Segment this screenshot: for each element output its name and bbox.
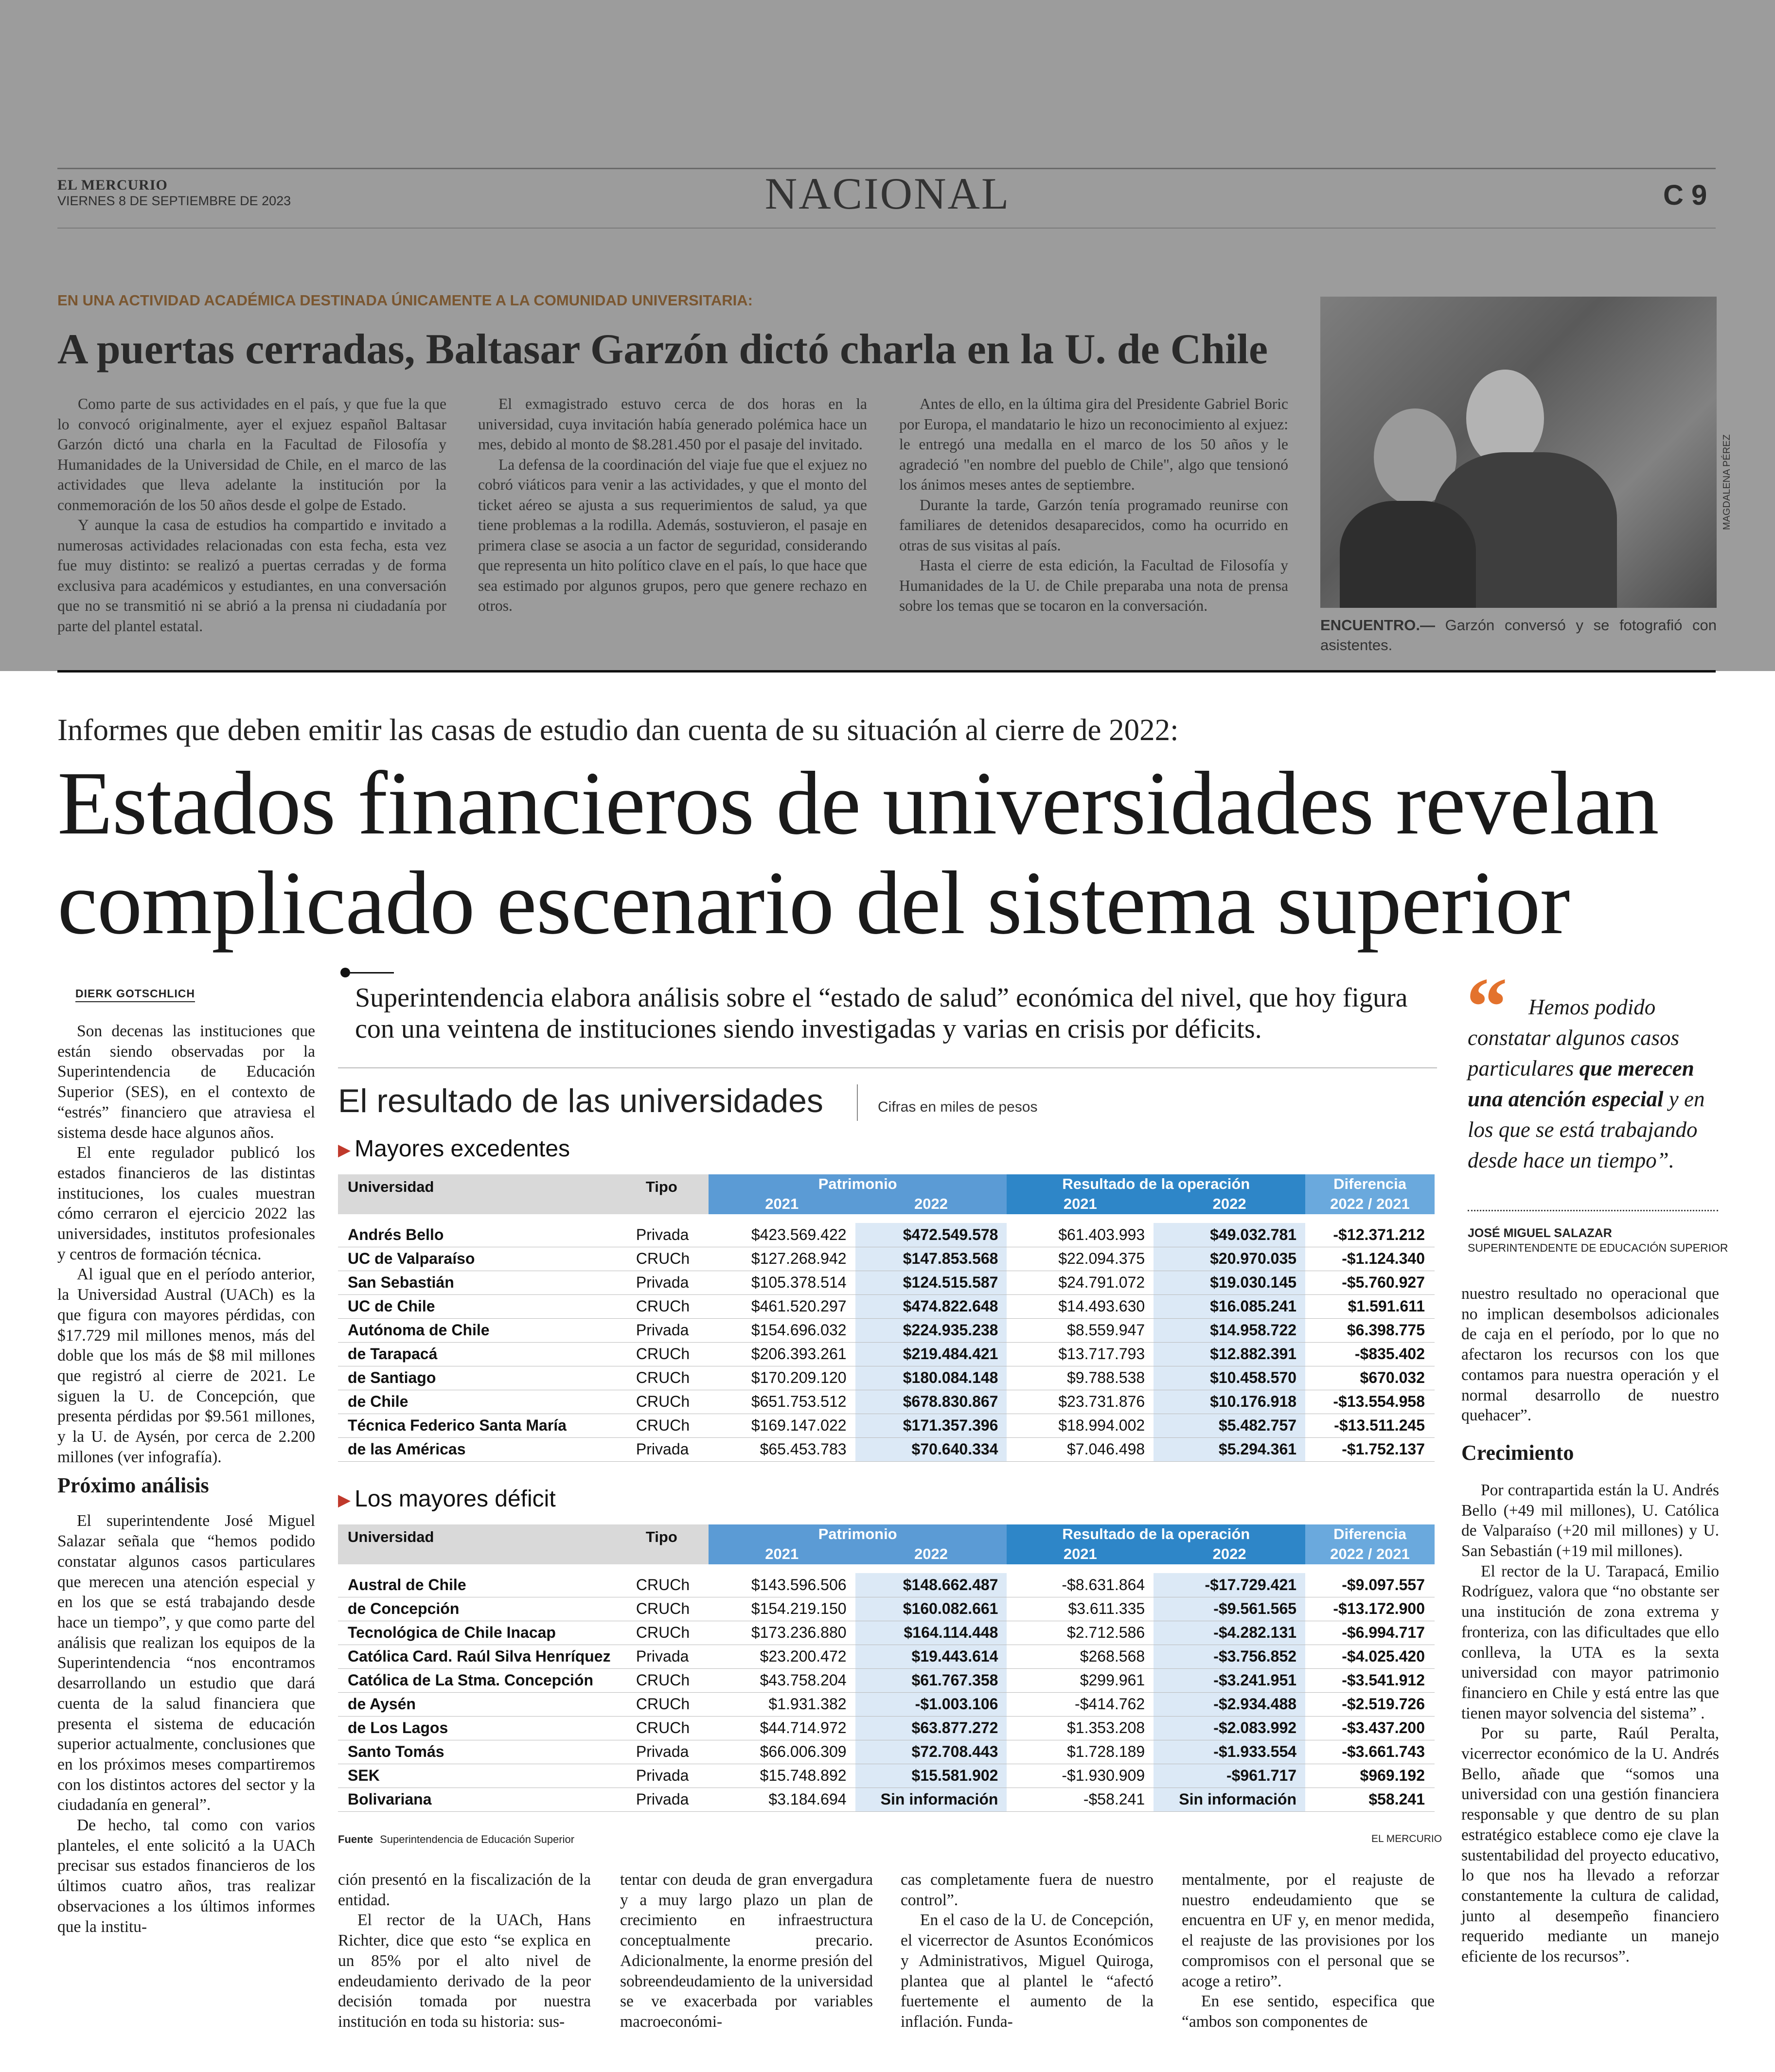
cell-resultado-2022: -$961.717 bbox=[1154, 1764, 1305, 1788]
headline-line: complicado escenario del sistema superior bbox=[57, 853, 1570, 953]
col-header-year: 2021 bbox=[1007, 1194, 1154, 1214]
event-photo bbox=[1320, 297, 1717, 608]
paragraph: En ese sentido, especifica que “ambos son componentes de bbox=[1182, 1992, 1435, 2031]
source-text: Superintendencia de Educación Superior bbox=[380, 1833, 575, 1845]
section-excedentes bbox=[338, 1135, 570, 1162]
bottom-column-1 bbox=[338, 1870, 591, 2032]
cell-resultado-2021: $8.559.947 bbox=[1007, 1318, 1154, 1342]
col-header-diferencia: Diferencia bbox=[1305, 1174, 1435, 1194]
cell-resultado-2021: $13.717.793 bbox=[1007, 1342, 1154, 1366]
cell-resultado-2021: $2.712.586 bbox=[1007, 1621, 1154, 1645]
cell-patrimonio-2022: $171.357.396 bbox=[855, 1414, 1007, 1437]
col-header-diferencia: Diferencia bbox=[1305, 1524, 1435, 1544]
paragraph: Son decenas las instituciones que están siendo observadas por la Superintendencia de Educación Superior (SES), en el contexto de “estrés” financiero que atraviesa el sistema desde hace algunos años. bbox=[57, 1022, 315, 1142]
cell-resultado-2022: $5.482.757 bbox=[1154, 1414, 1305, 1437]
subhead: Próximo análisis bbox=[57, 1473, 209, 1498]
cell-patrimonio-2022: $72.708.443 bbox=[855, 1740, 1007, 1764]
table-row bbox=[338, 1573, 1435, 1597]
triangle-right-icon: ▶ bbox=[338, 1491, 351, 1510]
table-row bbox=[338, 1621, 1435, 1645]
paragraph: Por contrapartida están la U. Andrés Bello (+49 mil millones), U. Católica de Valparaíso (+20 mil millones) y U. San Sebastián (+19 mil millones). bbox=[1461, 1481, 1719, 1560]
cell-patrimonio-2022: $19.443.614 bbox=[855, 1645, 1007, 1668]
cell-tipo: CRUCh bbox=[621, 1668, 709, 1692]
cell-patrimonio-2022: Sin información bbox=[855, 1788, 1007, 1811]
cell-patrimonio-2022: $70.640.334 bbox=[855, 1437, 1007, 1461]
infographic-units: Cifras en miles de pesos bbox=[878, 1099, 1038, 1115]
cell-diferencia: -$1.124.340 bbox=[1305, 1247, 1435, 1271]
graphic-credit: EL MERCURIO bbox=[1371, 1833, 1442, 1844]
cell-tipo: CRUCh bbox=[621, 1716, 709, 1740]
bottom-column-3 bbox=[901, 1870, 1154, 2032]
cell-resultado-2022: $14.958.722 bbox=[1154, 1318, 1305, 1342]
pull-quote bbox=[1468, 992, 1721, 1176]
cell-patrimonio-2021: $3.184.694 bbox=[709, 1788, 855, 1811]
bullet-dot bbox=[340, 968, 350, 977]
quote-text: Hemos podido constatar algunos casos particulares bbox=[1468, 995, 1680, 1080]
left-column bbox=[57, 1021, 315, 1937]
col-header-year: 2022 bbox=[1154, 1544, 1305, 1564]
cell-resultado-2022: -$1.933.554 bbox=[1154, 1740, 1305, 1764]
author-byline: DIERK GOTSCHLICH bbox=[75, 987, 195, 1002]
cell-tipo: CRUCh bbox=[621, 1597, 709, 1621]
cell-universidad: Austral de Chile bbox=[338, 1573, 621, 1597]
col-header-universidad: Universidad bbox=[338, 1174, 621, 1214]
cell-patrimonio-2021: $154.696.032 bbox=[709, 1318, 855, 1342]
cell-diferencia: -$835.402 bbox=[1305, 1342, 1435, 1366]
cell-tipo: Privada bbox=[621, 1271, 709, 1294]
cell-resultado-2022: -$4.282.131 bbox=[1154, 1621, 1305, 1645]
col-header-year: 2021 bbox=[709, 1544, 855, 1564]
paragraph: ción presentó en la fiscalización de la entidad. bbox=[338, 1871, 591, 1909]
cell-resultado-2021: $1.353.208 bbox=[1007, 1716, 1154, 1740]
cell-universidad: San Sebastián bbox=[338, 1271, 621, 1294]
col-header-years: 2022 / 2021 bbox=[1305, 1194, 1435, 1214]
paragraph: El ente regulador publicó los estados financieros de las distintas instituciones, los cuales muestran cómo cerraron el ejercicio 2022 las universidades, institutos profesionales y centros de formación técnica. bbox=[57, 1144, 315, 1263]
cell-universidad: UC de Valparaíso bbox=[338, 1247, 621, 1271]
cell-universidad: Católica de La Stma. Concepción bbox=[338, 1668, 621, 1692]
cell-tipo: CRUCh bbox=[621, 1390, 709, 1414]
col-header-patrimonio: Patrimonio bbox=[709, 1174, 1007, 1194]
cell-patrimonio-2022: $180.084.148 bbox=[855, 1366, 1007, 1390]
cell-resultado-2022: $12.882.391 bbox=[1154, 1342, 1305, 1366]
quote-emphasis: que merecen una atención especial bbox=[1468, 1056, 1694, 1111]
cell-patrimonio-2021: $170.209.120 bbox=[709, 1366, 855, 1390]
cell-tipo: Privada bbox=[621, 1437, 709, 1461]
cell-diferencia: -$3.437.200 bbox=[1305, 1716, 1435, 1740]
cell-resultado-2022: $49.032.781 bbox=[1154, 1223, 1305, 1247]
paragraph: Antes de ello, en la última gira del Presidente Gabriel Boric por Europa, el mandatario le hizo un reconocimiento al exjuez: le entregó una medalla en el marco de los 50 años y le agradeció "en nombre del pueblo de Chile", algo que tensionó los ánimos meses antes de septiembre. bbox=[899, 395, 1288, 493]
cell-patrimonio-2021: $1.931.382 bbox=[709, 1692, 855, 1716]
cell-tipo: CRUCh bbox=[621, 1692, 709, 1716]
cell-universidad: Autónoma de Chile bbox=[338, 1318, 621, 1342]
cell-universidad: Tecnológica de Chile Inacap bbox=[338, 1621, 621, 1645]
cell-diferencia: -$12.371.212 bbox=[1305, 1223, 1435, 1247]
cell-resultado-2021: $1.728.189 bbox=[1007, 1740, 1154, 1764]
cell-resultado-2022: -$9.561.565 bbox=[1154, 1597, 1305, 1621]
cell-resultado-2021: $61.403.993 bbox=[1007, 1223, 1154, 1247]
paragraph: tentar con deuda de gran envergadura y a muy largo plazo un plan de crecimiento en infraestructura conceptualmente precario. Adicionalmente, la enorme presión del sobreendeudamiento de la universidad se ve exacerbada por variables macroeconómi- bbox=[620, 1871, 873, 2031]
triangle-right-icon: ▶ bbox=[338, 1141, 351, 1160]
cell-tipo: CRUCh bbox=[621, 1247, 709, 1271]
cell-universidad: Católica Card. Raúl Silva Henríquez bbox=[338, 1645, 621, 1668]
story1-column-1 bbox=[57, 394, 446, 636]
cell-diferencia: -$1.752.137 bbox=[1305, 1437, 1435, 1461]
cell-universidad: de Chile bbox=[338, 1390, 621, 1414]
table-row bbox=[338, 1740, 1435, 1764]
cell-tipo: CRUCh bbox=[621, 1342, 709, 1366]
deck-rule bbox=[338, 1067, 1437, 1068]
paragraph: De hecho, tal como con varios planteles, el ente solicitó a la UACh precisar sus estados financieros de los últimos cuatro años, tras realizar observaciones a los últimos informes que la institu- bbox=[57, 1816, 315, 1936]
title-divider bbox=[857, 1084, 858, 1121]
cell-resultado-2021: $23.731.876 bbox=[1007, 1390, 1154, 1414]
cell-tipo: Privada bbox=[621, 1764, 709, 1788]
cell-diferencia: -$3.661.743 bbox=[1305, 1740, 1435, 1764]
paragraph: Y aunque la casa de estudios ha compartido e invitado a numerosas actividades relacionadas con esta fecha, esta vez fue muy distinto: se realizó a puertas cerradas y de forma exclusiva para académicos y estudiantes, en una conversación que no se transmitió ni se abrió a la prensa ni ciudadanía por parte del plantel estatal. bbox=[57, 516, 446, 635]
cell-resultado-2021: $268.568 bbox=[1007, 1645, 1154, 1668]
section-deficit bbox=[338, 1486, 556, 1512]
table-row bbox=[338, 1668, 1435, 1692]
cell-universidad: de Tarapacá bbox=[338, 1342, 621, 1366]
paragraph: El exmagistrado estuvo cerca de dos horas en la universidad, cuya invitación había generado polémica hace un mes, debido al monto de $8.281.450 por el pasaje del invitado. bbox=[478, 395, 867, 453]
table-row bbox=[338, 1271, 1435, 1294]
paragraph: nuestro resultado no operacional que no implican desembolsos adicionales de caja en el período, por lo que no afectaron los recursos con los que contamos para nuestra operación y el normal desarrollo de nuestro quehacer”. bbox=[1461, 1285, 1719, 1425]
section-title: Mayores excedentes bbox=[355, 1136, 570, 1162]
cell-patrimonio-2021: $65.453.783 bbox=[709, 1437, 855, 1461]
section-name: NACIONAL bbox=[764, 169, 1011, 218]
cell-patrimonio-2022: -$1.003.106 bbox=[855, 1692, 1007, 1716]
cell-resultado-2021: $3.611.335 bbox=[1007, 1597, 1154, 1621]
col-header-year: 2022 bbox=[855, 1544, 1007, 1564]
bullet-line bbox=[350, 972, 394, 974]
table-row bbox=[338, 1597, 1435, 1621]
cell-universidad: de Santiago bbox=[338, 1366, 621, 1390]
cell-universidad: de Los Lagos bbox=[338, 1716, 621, 1740]
cell-diferencia: $969.192 bbox=[1305, 1764, 1435, 1788]
cell-diferencia: -$13.554.958 bbox=[1305, 1390, 1435, 1414]
photo-credit: MAGDALENA PÉREZ bbox=[1722, 434, 1732, 530]
cell-resultado-2022: $10.458.570 bbox=[1154, 1366, 1305, 1390]
cell-patrimonio-2022: $678.830.867 bbox=[855, 1390, 1007, 1414]
cell-resultado-2021: $7.046.498 bbox=[1007, 1437, 1154, 1461]
page-number: C 9 bbox=[1663, 179, 1707, 211]
cell-resultado-2021: -$8.631.864 bbox=[1007, 1573, 1154, 1597]
table-spacer bbox=[338, 1564, 1435, 1573]
story2-kicker: Informes que deben emitir las casas de estudio dan cuenta de su situación al cierre de 2022: bbox=[57, 713, 1179, 747]
table-row bbox=[338, 1437, 1435, 1461]
cell-resultado-2022: -$3.241.951 bbox=[1154, 1668, 1305, 1692]
story2-deck: Superintendencia elabora análisis sobre el “estado de salud” económica del nivel, que hoy figura con una veintena de instituciones siendo investigadas y varias en crisis por déficits. bbox=[355, 983, 1408, 1044]
cell-tipo: CRUCh bbox=[621, 1414, 709, 1437]
masthead-left bbox=[57, 177, 291, 209]
cell-universidad: Bolivariana bbox=[338, 1788, 621, 1811]
cell-diferencia: $670.032 bbox=[1305, 1366, 1435, 1390]
photo-caption bbox=[1320, 615, 1717, 655]
cell-diferencia: -$6.994.717 bbox=[1305, 1621, 1435, 1645]
table-row bbox=[338, 1788, 1435, 1811]
section-title: Los mayores déficit bbox=[355, 1486, 556, 1512]
section-separator bbox=[57, 670, 1716, 673]
cell-resultado-2022: $19.030.145 bbox=[1154, 1271, 1305, 1294]
cell-resultado-2022: -$17.729.421 bbox=[1154, 1573, 1305, 1597]
cell-tipo: Privada bbox=[621, 1740, 709, 1764]
cell-resultado-2022: Sin información bbox=[1154, 1788, 1305, 1811]
paragraph: El rector de la UACh, Hans Richter, dice que esto “se explica en un 85% por el alto nivel de endeudamiento derivado de la peor decisión tomada por nuestra institución en toda su historia: sus- bbox=[338, 1911, 591, 2031]
cell-tipo: CRUCh bbox=[621, 1294, 709, 1318]
cell-universidad: Santo Tomás bbox=[338, 1740, 621, 1764]
table-row bbox=[338, 1414, 1435, 1437]
table-row bbox=[338, 1223, 1435, 1247]
paragraph: El rector de la U. Tarapacá, Emilio Rodríguez, valora que “no obstante ser una institución de zona extrema y fronteriza, con las dificultades que ello conlleva, la UTA es la sexta universidad con mayor patrimonio financiero en Chile y está entre las que tienen mayor solvencia del sistema” . bbox=[1461, 1562, 1719, 1722]
paragraph: Hasta el cierre de esta edición, la Facultad de Filosofía y Humanidades de la U. de Chile preparaba una nota de prensa sobre los temas que se tocaron en la conversación. bbox=[899, 557, 1288, 614]
table-row bbox=[338, 1247, 1435, 1271]
table-row bbox=[338, 1318, 1435, 1342]
cell-resultado-2021: $9.788.538 bbox=[1007, 1366, 1154, 1390]
headline-line: Estados financieros de universidades revelan bbox=[57, 753, 1659, 853]
table-row bbox=[338, 1342, 1435, 1366]
source-line bbox=[338, 1833, 574, 1846]
cell-patrimonio-2022: $219.484.421 bbox=[855, 1342, 1007, 1366]
subhead: Crecimiento bbox=[1461, 1440, 1574, 1465]
cell-resultado-2021: -$58.241 bbox=[1007, 1788, 1154, 1811]
cell-universidad: Andrés Bello bbox=[338, 1223, 621, 1247]
col-header-year: 2022 bbox=[855, 1194, 1007, 1214]
cell-patrimonio-2021: $23.200.472 bbox=[709, 1645, 855, 1668]
cell-patrimonio-2021: $44.714.972 bbox=[709, 1716, 855, 1740]
paragraph: La defensa de la coordinación del viaje fue que el exjuez no cobró viáticos para venir a las actividades, y que el monto del ticket aéreo se ajusta a sus requerimientos de salud, ya que tiene problemas a la rodilla. Además, sostuvieron, el pasaje en primera clase se asocia a un factor de seguridad, considerando que representa un hito político clave en el país, lo que hace que sea estimado por algunos grupos, pero que genere rechazo en otros. bbox=[478, 456, 867, 614]
cell-patrimonio-2021: $66.006.309 bbox=[709, 1740, 855, 1764]
cell-resultado-2022: $20.970.035 bbox=[1154, 1247, 1305, 1271]
cell-diferencia: -$13.172.900 bbox=[1305, 1597, 1435, 1621]
infographic-title: El resultado de las universidades bbox=[338, 1082, 823, 1119]
cell-resultado-2021: $14.493.630 bbox=[1007, 1294, 1154, 1318]
paragraph: En el caso de la U. de Concepción, el vicerrector de Asuntos Económicos y Administrativos, Miguel Quiroga, plantea que al plantel le “afectó fuertemente el aumento de la inflación. Funda- bbox=[901, 1911, 1154, 2031]
cell-patrimonio-2022: $61.767.358 bbox=[855, 1668, 1007, 1692]
cell-resultado-2021: $24.791.072 bbox=[1007, 1271, 1154, 1294]
cell-universidad: de las Américas bbox=[338, 1437, 621, 1461]
cell-patrimonio-2022: $472.549.578 bbox=[855, 1223, 1007, 1247]
paper-name: EL MERCURIO bbox=[57, 177, 168, 193]
story2-headline bbox=[57, 754, 1658, 953]
cell-diferencia: $6.398.775 bbox=[1305, 1318, 1435, 1342]
col-header-tipo: Tipo bbox=[621, 1524, 709, 1564]
cell-tipo: Privada bbox=[621, 1318, 709, 1342]
cell-patrimonio-2021: $154.219.150 bbox=[709, 1597, 855, 1621]
story1-headline: A puertas cerradas, Baltasar Garzón dictó charla en la U. de Chile bbox=[57, 326, 1268, 373]
paragraph: mentalmente, por el reajuste de nuestro endeudamiento que se encuentra en UF y, en menor medida, el reajuste de las provisiones por los compromisos con el personal que se acoge a retiro”. bbox=[1182, 1871, 1435, 1990]
cell-resultado-2021: $18.994.002 bbox=[1007, 1414, 1154, 1437]
cell-patrimonio-2021: $15.748.892 bbox=[709, 1764, 855, 1788]
cell-tipo: Privada bbox=[621, 1788, 709, 1811]
table-row bbox=[338, 1294, 1435, 1318]
col-header-resultado: Resultado de la operación bbox=[1007, 1174, 1305, 1194]
cell-tipo: Privada bbox=[621, 1645, 709, 1668]
cell-diferencia: -$3.541.912 bbox=[1305, 1668, 1435, 1692]
col-header-resultado: Resultado de la operación bbox=[1007, 1524, 1305, 1544]
col-header-year: 2021 bbox=[709, 1194, 855, 1214]
table-row bbox=[338, 1692, 1435, 1716]
cell-patrimonio-2021: $173.236.880 bbox=[709, 1621, 855, 1645]
cell-patrimonio-2021: $206.393.261 bbox=[709, 1342, 855, 1366]
quote-text: y en los que se está trabajando desde hace un tiempo”. bbox=[1468, 1087, 1705, 1172]
caption-lead: ENCUENTRO.— bbox=[1320, 617, 1435, 634]
cell-universidad: Técnica Federico Santa María bbox=[338, 1414, 621, 1437]
cell-patrimonio-2022: $15.581.902 bbox=[855, 1764, 1007, 1788]
quote-mark-icon: “ bbox=[1466, 961, 1508, 1052]
paragraph: El superintendente José Miguel Salazar señala que “hemos podido constatar algunos casos particulares que merecen una atención especial y en los que se está trabajando desde hace un tiempo”, y que como parte del análisis que realizan los equipos de la Superintendencia “nos encontramos desarrollando un estudio que dará cuenta de la salud financiera que presenta el sistema de educación superior actualmente, conclusiones que en los próximos meses compartiremos con los distintos actores del sector y la ciudadanía en general”. bbox=[57, 1512, 315, 1814]
excedentes-table bbox=[338, 1174, 1435, 1462]
bottom-column-4 bbox=[1182, 1870, 1435, 2032]
col-header-years: 2022 / 2021 bbox=[1305, 1544, 1435, 1564]
deficit-table bbox=[338, 1524, 1435, 1812]
table-row bbox=[338, 1645, 1435, 1668]
masthead-rule-bottom bbox=[57, 228, 1716, 229]
cell-diferencia: -$9.097.557 bbox=[1305, 1573, 1435, 1597]
cell-universidad: SEK bbox=[338, 1764, 621, 1788]
cell-patrimonio-2021: $423.569.422 bbox=[709, 1223, 855, 1247]
paragraph: Durante la tarde, Garzón tenía programado reunirse con familiares de detenidos desaparecidos, como ha ocurrido en otras de sus visitas al país. bbox=[899, 496, 1288, 554]
cell-diferencia: -$5.760.927 bbox=[1305, 1271, 1435, 1294]
cell-patrimonio-2021: $43.758.204 bbox=[709, 1668, 855, 1692]
story1-column-3 bbox=[899, 394, 1288, 616]
cell-patrimonio-2022: $160.082.661 bbox=[855, 1597, 1007, 1621]
cell-diferencia: $58.241 bbox=[1305, 1788, 1435, 1811]
right-column bbox=[1461, 1284, 1719, 1967]
cell-resultado-2022: $10.176.918 bbox=[1154, 1390, 1305, 1414]
col-header-year: 2021 bbox=[1007, 1544, 1154, 1564]
cell-patrimonio-2022: $224.935.238 bbox=[855, 1318, 1007, 1342]
cell-diferencia: -$13.511.245 bbox=[1305, 1414, 1435, 1437]
story1-kicker: EN UNA ACTIVIDAD ACADÉMICA DESTINADA ÚNICAMENTE A LA COMUNIDAD UNIVERSITARIA: bbox=[57, 292, 753, 309]
cell-patrimonio-2022: $164.114.448 bbox=[855, 1621, 1007, 1645]
cell-patrimonio-2021: $169.147.022 bbox=[709, 1414, 855, 1437]
cell-tipo: CRUCh bbox=[621, 1573, 709, 1597]
cell-patrimonio-2022: $148.662.487 bbox=[855, 1573, 1007, 1597]
col-header-year: 2022 bbox=[1154, 1194, 1305, 1214]
col-header-universidad: Universidad bbox=[338, 1524, 621, 1564]
cell-patrimonio-2021: $127.268.942 bbox=[709, 1247, 855, 1271]
cell-universidad: de Concepción bbox=[338, 1597, 621, 1621]
cell-patrimonio-2021: $651.753.512 bbox=[709, 1390, 855, 1414]
cell-universidad: UC de Chile bbox=[338, 1294, 621, 1318]
caption-text: Garzón conversó y se fotografió con asistentes. bbox=[1320, 617, 1717, 654]
cell-universidad: de Aysén bbox=[338, 1692, 621, 1716]
paper-date: VIERNES 8 DE SEPTIEMBRE DE 2023 bbox=[57, 194, 291, 208]
cell-diferencia: $1.591.611 bbox=[1305, 1294, 1435, 1318]
cell-resultado-2021: -$1.930.909 bbox=[1007, 1764, 1154, 1788]
cell-tipo: Privada bbox=[621, 1223, 709, 1247]
cell-resultado-2021: -$414.762 bbox=[1007, 1692, 1154, 1716]
cell-patrimonio-2021: $143.596.506 bbox=[709, 1573, 855, 1597]
col-header-tipo: Tipo bbox=[621, 1174, 709, 1214]
cell-patrimonio-2021: $105.378.514 bbox=[709, 1271, 855, 1294]
cell-resultado-2022: -$3.756.852 bbox=[1154, 1645, 1305, 1668]
table-row bbox=[338, 1366, 1435, 1390]
cell-patrimonio-2022: $147.853.568 bbox=[855, 1247, 1007, 1271]
table-spacer bbox=[338, 1214, 1435, 1223]
paragraph: Como parte de sus actividades en el país, y que fue la que lo convocó originalmente, ayer el exjuez español Baltasar Garzón dictó una charla en la Facultad de Filosofía y Humanidades de la Universidad de Chile, en el marco de las actividades que lleva adelante la institución por la conmemoración de los 50 años desde el golpe de Estado. bbox=[57, 395, 446, 514]
quote-author: JOSÉ MIGUEL SALAZAR bbox=[1468, 1226, 1612, 1240]
table-row bbox=[338, 1716, 1435, 1740]
cell-patrimonio-2022: $124.515.587 bbox=[855, 1271, 1007, 1294]
cell-patrimonio-2022: $63.877.272 bbox=[855, 1716, 1007, 1740]
table-row bbox=[338, 1764, 1435, 1788]
cell-tipo: CRUCh bbox=[621, 1366, 709, 1390]
cell-resultado-2022: -$2.083.992 bbox=[1154, 1716, 1305, 1740]
source-label: Fuente bbox=[338, 1833, 373, 1845]
col-header-patrimonio: Patrimonio bbox=[709, 1524, 1007, 1544]
cell-diferencia: -$4.025.420 bbox=[1305, 1645, 1435, 1668]
bottom-column-2 bbox=[620, 1870, 873, 2032]
cell-resultado-2022: $16.085.241 bbox=[1154, 1294, 1305, 1318]
cell-resultado-2021: $299.961 bbox=[1007, 1668, 1154, 1692]
paragraph: Al igual que en el período anterior, la Universidad Austral (UACh) es la que figura con mayores pérdidas, con $17.729 mil millones menos, más del doble que los más de $8 mil millones que registró al cierre de 2021. Le siguen la U. de Concepción, que presenta pérdidas por $9.561 millones, y la U. de Aysén, por cerca de 2.200 millones (ver infografía). bbox=[57, 1265, 315, 1466]
cell-patrimonio-2021: $461.520.297 bbox=[709, 1294, 855, 1318]
cell-diferencia: -$2.519.726 bbox=[1305, 1692, 1435, 1716]
paragraph: cas completamente fuera de nuestro control”. bbox=[901, 1871, 1154, 1909]
cell-resultado-2021: $22.094.375 bbox=[1007, 1247, 1154, 1271]
quote-role: SUPERINTENDENTE DE EDUCACIÓN SUPERIOR bbox=[1468, 1241, 1728, 1254]
paragraph: Por su parte, Raúl Peralta, vicerrector económico de la U. Andrés Bello, añade que “somos una universidad con una gestión financiera responsable y que dentro de su plan estratégico establece como eje clave la sustentabilidad del proyecto educativo, lo que nos ha llevado a reforzar constantemente la cultura de calidad, junto al desempeño financiero requerido mediante un manejo eficiente de los recursos”. bbox=[1461, 1724, 1719, 1966]
story1-column-2 bbox=[478, 394, 867, 616]
cell-resultado-2022: $5.294.361 bbox=[1154, 1437, 1305, 1461]
cell-resultado-2022: -$2.934.488 bbox=[1154, 1692, 1305, 1716]
cell-patrimonio-2022: $474.822.648 bbox=[855, 1294, 1007, 1318]
photo-figure bbox=[1340, 501, 1476, 608]
quote-rule bbox=[1468, 1210, 1718, 1211]
table-row bbox=[338, 1390, 1435, 1414]
cell-tipo: CRUCh bbox=[621, 1621, 709, 1645]
